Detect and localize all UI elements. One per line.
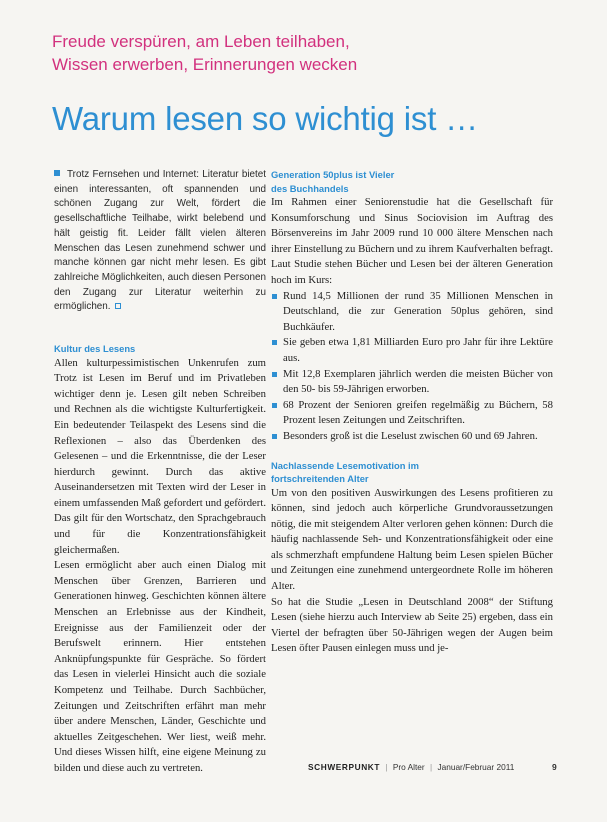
page-number: 9 — [552, 762, 557, 772]
headline: Warum lesen so wichtig ist … — [52, 100, 478, 137]
generation-heading — [271, 168, 553, 195]
nachlassend-paragraph-1: Um von den positiven Auswirkungen des Lesens profitieren zu können, sind jedoch auch körperliche Grundvoraussetzungen nötig, die mit steigendem Alter verloren gehen können: Durch die häufig nachlassende Seh- und Konzentrationsfähigkeit oder eine als schmerzhaft empfundene Haltung beim Lesen spielen Bücher und Zeitungen eine zunehmend untergeordnete Rolle im höheren Alter. — [271, 486, 553, 593]
list-item: 68 Prozent der Senioren greifen regelmäßig zu Büchern, 58 Prozent lesen Zeitungen und Zeitschriften. — [271, 398, 553, 429]
footer-issue: Januar/Februar 2011 — [437, 762, 515, 772]
kicker-line-1: Freude verspüren, am Leben teilhaben, — [52, 32, 350, 51]
generation-paragraph: Im Rahmen einer Seniorenstudie hat die Gesellschaft für Konsumforschung und Sinus Sociovision im Auftrag des Börsenvereins im Jahr 2009 rund 10 000 ältere Menschen nach ihrer Einstellung zu Büchern und zu ihrem Kaufverhalten befragt. Laut Studie stehen Bücher und Lesen bei der älteren Generation hoch im Kurs: — [271, 196, 553, 286]
footer — [308, 762, 514, 772]
intro-square-icon — [54, 170, 60, 176]
kultur-paragraph-2: Lesen ermöglicht aber auch einen Dialog mit Menschen über Grenzen, Barrieren und Generationen hinweg. Geschichten können ältere Menschen an Erlebnisse aus der Kindheit, Ereignisse aus der Familienzeit oder der Berufswelt erinnern. Hier entstehen Anknüpfungspunkte für Gespräche. So fördert das Lesen in vielerlei Hinsicht auch die soziale Kompetenz und Teilhabe. Durch Sachbücher, Zeitungen und Zeitschriften erfährt man mehr über andere Menschen, Länder, Geschichte und aktuelles Zeitgeschehen. Wer liest, weiß mehr. Und dieses Wissen hilft, eine eigene Meinung zu bilden und diese auch zu vertreten. — [54, 559, 266, 774]
kicker-line-2: Wissen erwerben, Erinnerungen wecken — [52, 55, 358, 74]
generation-bullet-list — [271, 289, 553, 445]
nachlassend-heading-line-1: Nachlassende Lesemotivation im — [271, 459, 419, 471]
nachlassend-paragraph-2: So hat die Studie „Lesen in Deutschland 2008“ der Stiftung Lesen (siehe hierzu auch Interview ab Seite 25) ergeben, dass ein Viertel der befragten über 50-Jährigen wegen der Augen beim Lesen öfter Pausen einlegen muss und je- — [271, 595, 553, 655]
list-item: Rund 14,5 Millionen der rund 35 Millionen Menschen in Deutschland, die zur Generation 50plus gehören, sind Buchkäufer. — [271, 289, 553, 336]
right-column — [271, 168, 553, 657]
left-column — [54, 168, 266, 777]
nachlassend-heading — [271, 459, 553, 486]
generation-heading-line-2: des Buchhandels — [271, 182, 349, 194]
footer-section: SCHWERPUNKT — [308, 762, 381, 772]
end-square-icon — [115, 303, 121, 309]
intro-text: Trotz Fernsehen und Internet: Literatur bietet einen interessanten, oft spannenden und schönen Zugang zur Welt, fördert die gesellschaftliche Teilhabe, wirkt belebend und hält geistig fit. Leider fällt vielen älteren Menschen das Lesen zunehmend schwer und manche können gar nicht mehr lesen. Es gibt zahlreiche Möglichkeiten, auch diesen Personen den Zugang zur Literatur weiterhin zu ermöglichen. — [54, 169, 266, 313]
footer-separator: | — [385, 762, 388, 772]
list-item: Sie geben etwa 1,81 Milliarden Euro pro Jahr für ihre Lektüre aus. — [271, 335, 553, 366]
footer-separator: | — [429, 762, 433, 772]
kultur-heading: Kultur des Lesens — [54, 343, 136, 355]
list-item: Mit 12,8 Exemplaren jährlich werden die meisten Bücher von den 50- bis 59-Jährigen erworben. — [271, 367, 553, 398]
footer-magazine: Pro Alter — [392, 762, 425, 772]
list-item: Besonders groß ist die Leselust zwischen 60 und 69 Jahren. — [271, 429, 553, 445]
kultur-paragraph-1: Allen kulturpessimistischen Unkenrufen zum Trotz ist Lesen im Beruf und im Privatleben wichtiger denn je. Lesen gilt neben Schreiben und Rechnen als die wichtigste Kulturfertigkeit. Ein bedeutender Teilaspekt des Lesens sind die Reflexionen – also das Überdenken des Gelesenen – und die Erkenntnisse, die der Leser hierdurch gewinnt. Durch das aktive Auseinandersetzen mit Texten wird der Leser in einem umfassenden Maß gefordert und gefördert. Das gilt für den Wortschatz, den Sprachgebrauch und für die Konzentrationsfähigkeit gleichermaßen. — [54, 356, 266, 556]
kicker — [52, 30, 572, 76]
generation-heading-line-1: Generation 50plus ist Vieler — [271, 169, 395, 180]
nachlassend-heading-line-2: fortschreitenden Alter — [271, 473, 369, 484]
intro-paragraph — [54, 168, 266, 315]
